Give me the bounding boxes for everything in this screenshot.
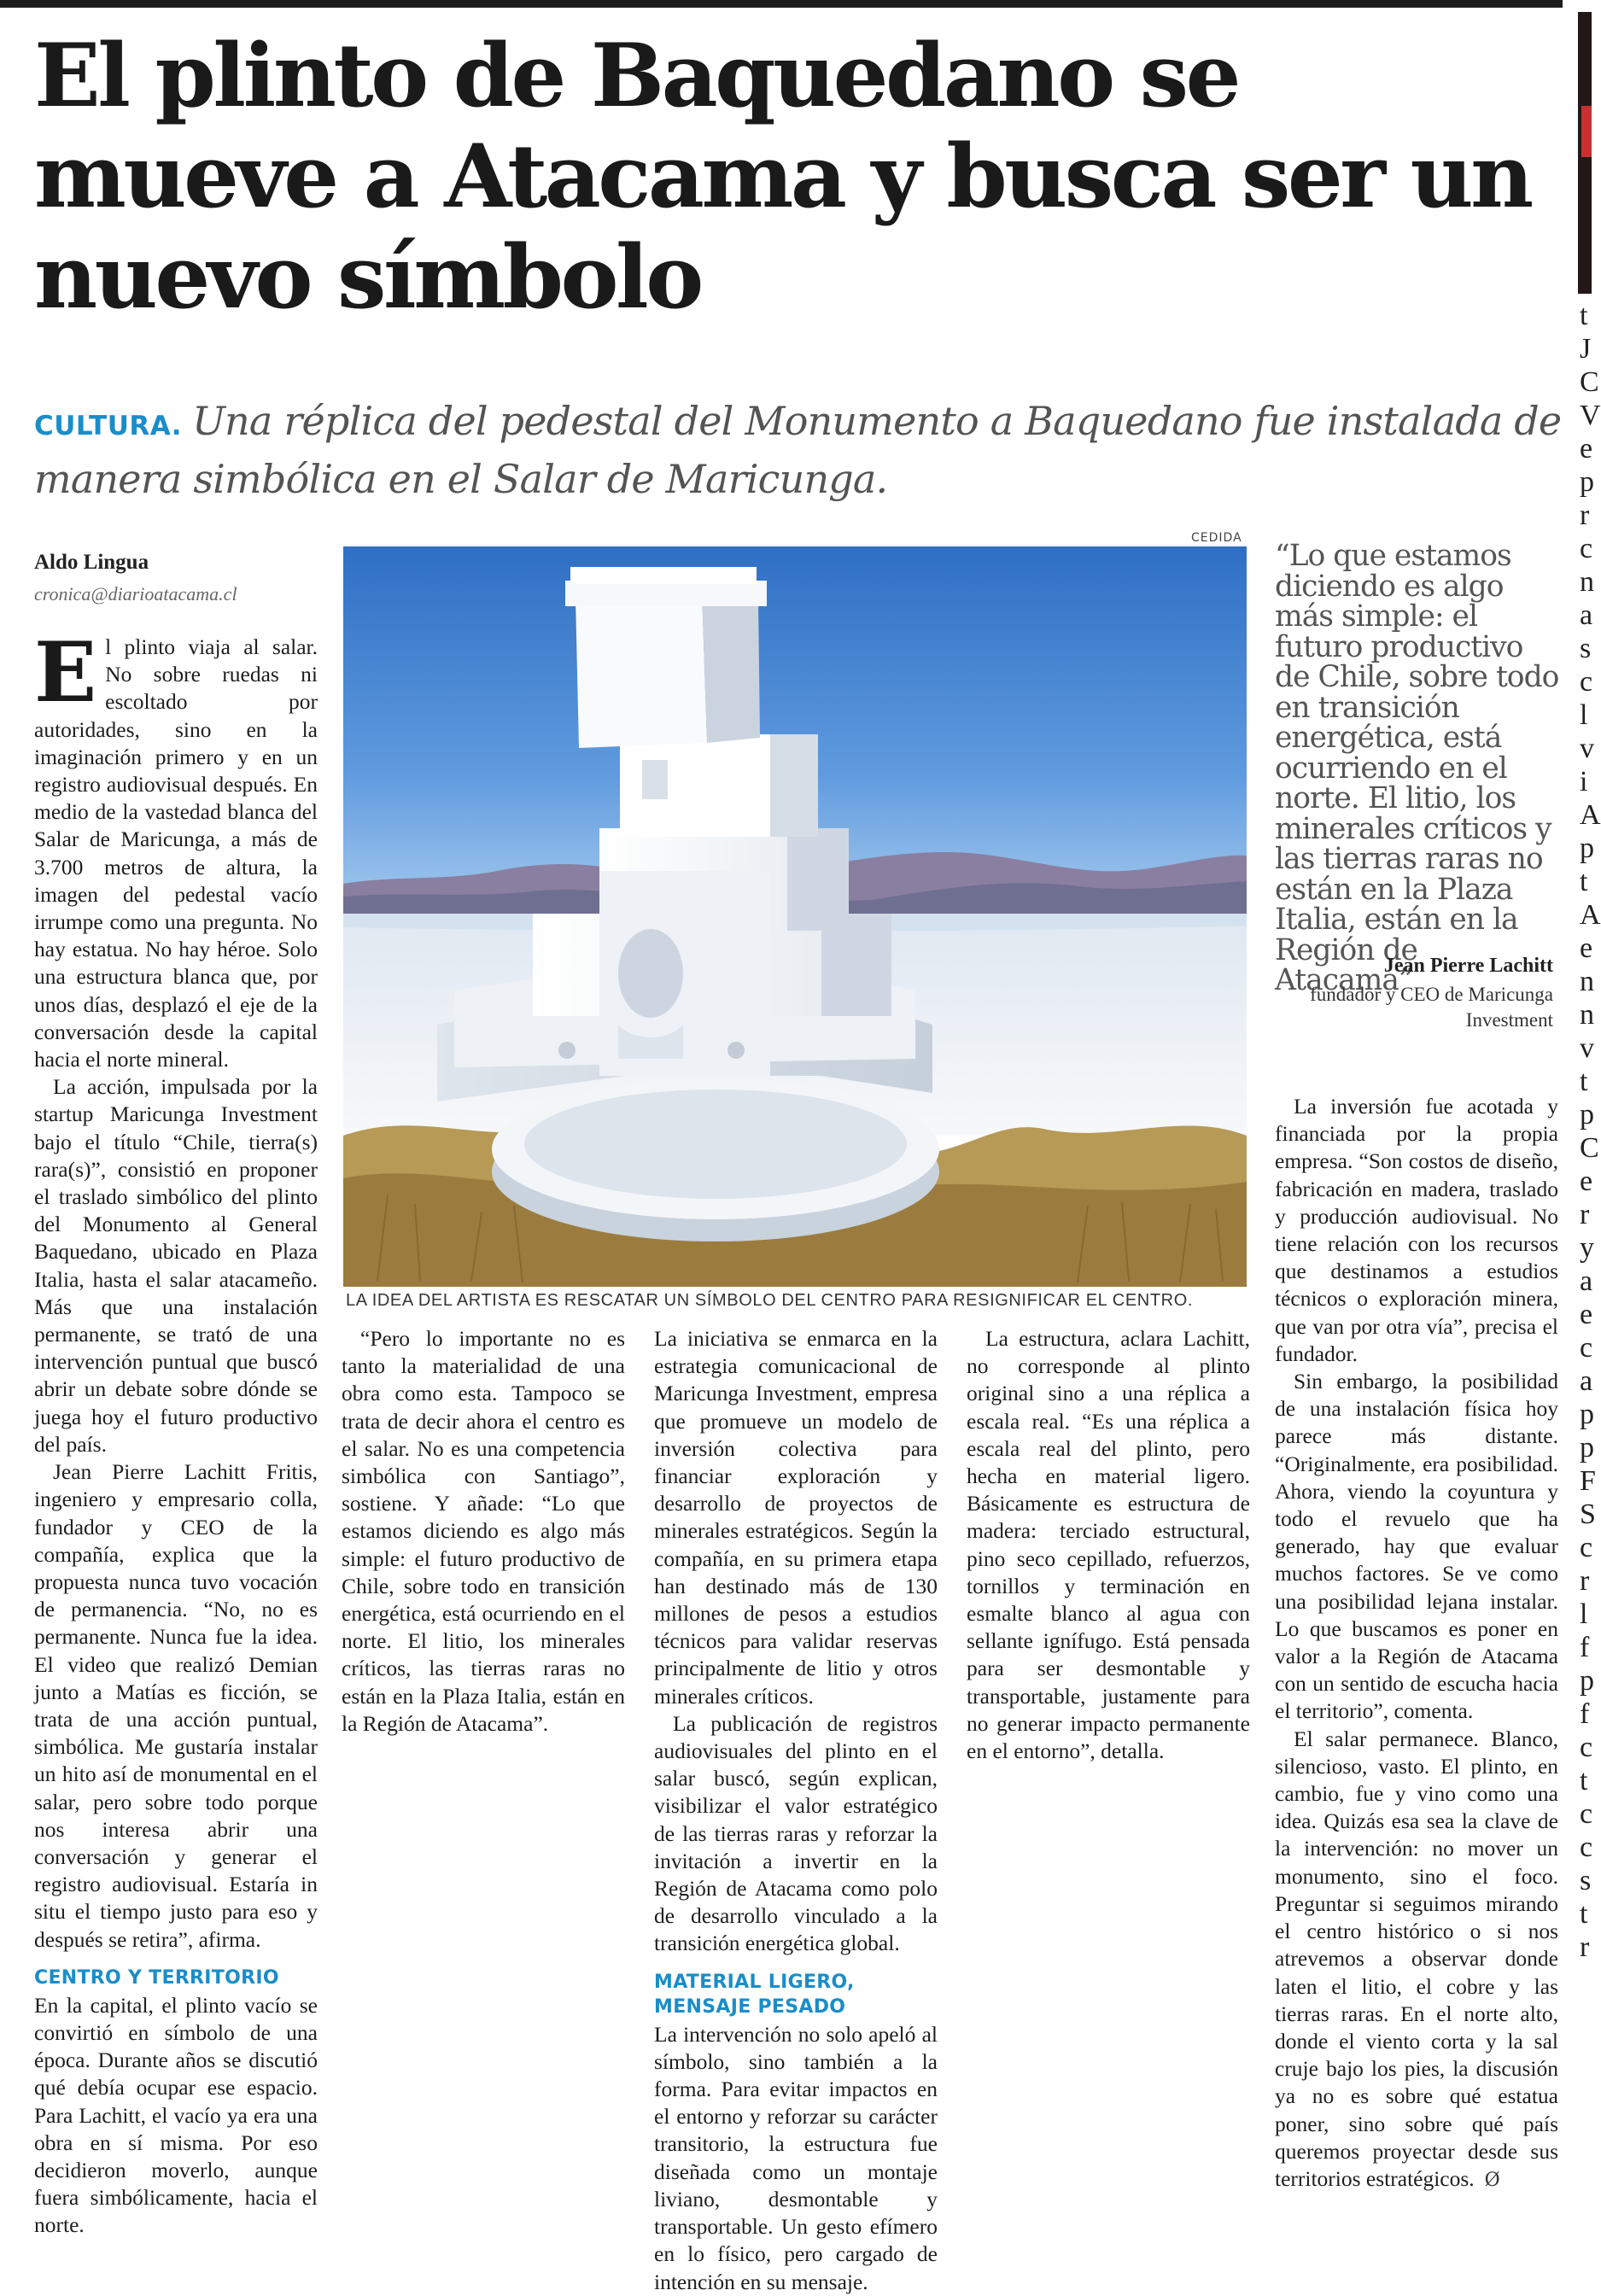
paragraph: La acción, impulsada por la startup Maricunga Investment bajo el título “Chile, tierra(s) rara(s)”, consistió en proponer el traslado simbólico del plinto del Monumento al General Baquedano, ubicado en Plaza Italia, hasta el salar atacameño. Más que una instalación permanente, se trató de una intervención puntual que buscó abrir un debate sobre dónde se juega hoy el futuro productivo del país. (34, 1074, 318, 1457)
edge-letter: i (1580, 766, 1588, 797)
paragraph: En la capital, el plinto vacío se convirtió en símbolo de una época. Durante años se discutió qué debía ocupar ese espacio. Para Lachitt, el vacío ya era una obra en sí misma. Por eso decidieron moverlo, aunque fuera simbólicamente, hacia el norte. (34, 1992, 318, 2238)
article-photo (343, 546, 1247, 1287)
edge-letter: p (1580, 1399, 1594, 1430)
edge-letter: S (1580, 1499, 1596, 1530)
paragraph: La estructura, aclara Lachitt, no corresponde al plinto original sino a una réplica a escala real. “Es una réplica a escala real del plinto, pero hecha en material ligero. Básicamente es estructura de madera: terciado estructural, pino seco cepillado, refuerzos, tornillos y terminación en esmalte blanco al agua con sellante ignífugo. Está pensada para ser desmontable y transportable, justamente para no generar impacto permanente en el entorno”, detalla. (967, 1326, 1250, 1764)
edge-letter: c (1580, 1732, 1593, 1763)
paragraph: Sin embargo, la posibilidad de una instalación física hoy parece más distante. “Originalmente, era posibilidad. Ahora, viendo la coyuntura y todo el revuelo que ha generado, hay que evaluar muchos factores. Se ve como una posibilidad lejana instalar. Lo que buscamos es poner en valor a la Región de Atacama con un sentido de escucha hacia el territorio”, comenta. (1275, 1369, 1558, 1724)
edge-letter: C (1580, 1132, 1599, 1164)
deck (34, 394, 1571, 505)
edge-letter: a (1580, 1265, 1593, 1297)
edge-letter: r (1580, 1931, 1590, 1963)
headline: El plinto de Baquedano se mueve a Atacama y busca ser un nuevo símbolo (34, 25, 1531, 329)
edge-letter: t (1580, 1765, 1588, 1796)
edge-letter: r (1580, 1565, 1590, 1597)
edge-letter: p (1580, 1665, 1594, 1697)
edge-letter: t (1580, 300, 1588, 331)
pull-quote-role: fundador y CEO de Maricunga Investment (1310, 984, 1553, 1031)
edge-letter: J (1580, 333, 1592, 365)
edge-letter: s (1580, 1865, 1592, 1896)
adjacent-photo-edge (1578, 12, 1592, 294)
paragraph: El plinto viaja al salar. No sobre ruedas ni escoltado por autoridades, sino en la imaginación primero y en un registro audiovisual después. En medio de la vastedad blanca del Salar de Maricunga, a más de 3.700 metros de altura, la imagen del pedestal vacío irrumpe como una pregunta. No hay estatua. No hay héroe. Solo una estructura blanca que, por unos días, desplazó el eje de la conversación desde la capital hacia el norte mineral. (34, 624, 318, 1072)
edge-letter: a (1580, 1365, 1593, 1397)
pull-quote: “Lo que estamos diciendo es algo más simple: el futuro productivo de Chile, sobre todo en transición energética, está ocurriendo en el norte. El litio, los minerales críticos y las tierras raras no están en la Plaza Italia, están en la Región de Atacama” (1275, 539, 1559, 997)
edge-letter: A (1580, 899, 1601, 931)
column-4 (967, 1325, 1250, 1765)
adjacent-text-edge (1580, 299, 1601, 1964)
edge-letter: c (1580, 1332, 1593, 1364)
paragraph: La inversión fue acotada y financiada por la propia empresa. “Son costos de diseño, fabricación en madera, traslado y producción audiovisual. No tiene relación con los recursos que destinamos a estudios técnicos o exploración minera, que van por otra vía”, precisa el fundador. (1275, 1094, 1558, 1366)
paragraph: La iniciativa se enmarca en la estrategia comunicacional de Maricunga Investment, empresa que promueve un modelo de inversión colectiva para financiar exploración y desarrollo de proyectos de minerales estratégicos. Según la compañía, en su primera etapa han destinado más de 130 millones de pesos a estudios técnicos para validar reservas principalmente de litio y otros minerales críticos. (654, 1326, 938, 1709)
paragraph: La intervención no solo apeló al símbolo, sino también a la forma. Para evitar impactos en el entorno y reforzar su carácter transitorio, la estructura fue diseñada como un montaje liviano, desmontable y transportable. Un gesto efímero en lo físico, pero cargado de intención en su mensaje. (654, 2021, 938, 2294)
edge-letter: c (1580, 666, 1593, 698)
edge-letter: r (1580, 1199, 1590, 1230)
edge-letter: n (1580, 999, 1594, 1031)
edge-letter: F (1580, 1465, 1596, 1497)
subhead-material-ligero: MATERIAL LIGERO, MENSAJE PESADO (654, 1971, 855, 2018)
edge-letter: v (1580, 1032, 1594, 1064)
edge-letter: e (1580, 1166, 1593, 1197)
edge-letter: r (1580, 500, 1590, 531)
edge-letter: n (1580, 566, 1594, 598)
edge-letter: s (1580, 633, 1592, 664)
section-kicker: CULTURA. (34, 411, 183, 441)
pull-quote-name: Jean Pierre Lachitt (1383, 955, 1553, 977)
edge-letter: t (1580, 866, 1588, 897)
edge-letter: t (1580, 1898, 1588, 1930)
edge-letter: v (1580, 733, 1594, 764)
edge-letter: p (1580, 1432, 1594, 1463)
edge-letter: c (1580, 1832, 1593, 1863)
paragraph: El salar permanece. Blanco, silencioso, vasto. El plinto, en cambio, fue y vino como una idea. Quizás esa sea la clave de la intervención: no mover un monumento, sino el foco. Preguntar si seguimos mirando el centro histórico o si nos atrevemos a observar donde laten el litio, el cobre y las tierras raras. En el norte alto, donde el viento corta y la sal cruje bajo los pies, la discusión ya no es sobre qué estatua poner, sino sobre qué país queremos proyectar desde sus territorios estratégicos. Ø (1275, 1726, 1558, 2191)
edge-letter: c (1580, 1798, 1593, 1830)
adjacent-page-edge (1578, 0, 1601, 2135)
drop-cap: E (34, 624, 97, 721)
edge-letter: n (1580, 966, 1594, 997)
edge-letter: C (1580, 366, 1599, 398)
edge-letter: c (1580, 533, 1593, 564)
edge-letter: f (1580, 1698, 1590, 1730)
edge-letter: e (1580, 433, 1593, 464)
top-rule (0, 0, 1563, 8)
edge-letter: t (1580, 1066, 1588, 1097)
edge-letter: l (1580, 1598, 1588, 1630)
salar-plinth-illustration (343, 546, 1247, 1287)
byline-author: Aldo Lingua (34, 551, 149, 574)
edge-letter: V (1580, 400, 1601, 431)
photo-credit: CEDIDA (1191, 531, 1242, 545)
edge-letter: c (1580, 1532, 1593, 1563)
edge-letter: e (1580, 932, 1593, 964)
paragraph: “Pero lo importante no es tanto la materialidad de una obra como esta. Tampoco se trata de decir ahora el centro es el salar. No es una competencia simbólica con Santiago”, sostiene. Y añade: “Lo que estamos diciendo es algo más simple: el futuro productivo de Chile, sobre todo en transición energética, está ocurriendo en el norte. El litio, los minerales críticos, las tierras raras no están en la Plaza Italia, están en la Región de Atacama”. (342, 1326, 625, 1736)
edge-letter: f (1580, 1632, 1590, 1663)
photo-caption: LA IDEA DEL ARTISTA ES RESCATAR UN SÍMBOLO DEL CENTRO PARA RESIGNIFICAR EL CENTRO. (346, 1291, 1194, 1310)
column-5 (1275, 1093, 1558, 2194)
paragraph: La publicación de registros audiovisuales del plinto en el salar buscó, según explican, visibilizar el valor estratégico de las tierras raras y reforzar la invitación a invertir en la Región de Atacama como polo de desarrollo vinculado a la transición energética global. (654, 1710, 938, 1956)
edge-letter: A (1580, 799, 1601, 831)
edge-letter: y (1580, 1232, 1594, 1264)
column-3 (654, 1325, 938, 2296)
edge-letter: p (1580, 1099, 1594, 1130)
column-1 (34, 624, 318, 2240)
edge-letter: p (1580, 466, 1594, 498)
column-2 (342, 1325, 625, 1738)
edge-letter: l (1580, 699, 1588, 731)
end-mark: Ø (1484, 2169, 1500, 2191)
edge-letter: e (1580, 1299, 1593, 1330)
paragraph: Jean Pierre Lachitt Fritis, ingeniero y empresario colla, fundador y CEO de la compañía, explica que la propuesta nunca tuvo vocación de permanencia. “No, no es permanente. Nunca fue la idea. El video que realizó Demian junto a Matías es ficción, se trata de una acción puntual, simbólica. Me gustaría instalar un hito así de monumental en el salar, pero sobre todo porque nos interesa abrir una conversación y generar el registro audiovisual. Estaría in situ el tiempo justo para eso y después se retira”, afirma. (34, 1459, 318, 1952)
subhead-centro-territorio: CENTRO Y TERRITORIO (34, 1966, 279, 1989)
deck-text: Una réplica del pedestal del Monumento a Baquedano fue instalada de manera simbólica en el Salar de Maricunga. (34, 398, 1562, 502)
edge-letter: p (1580, 833, 1594, 864)
edge-letter: a (1580, 599, 1593, 631)
byline-email[interactable]: cronica@diarioatacama.cl (34, 583, 237, 605)
